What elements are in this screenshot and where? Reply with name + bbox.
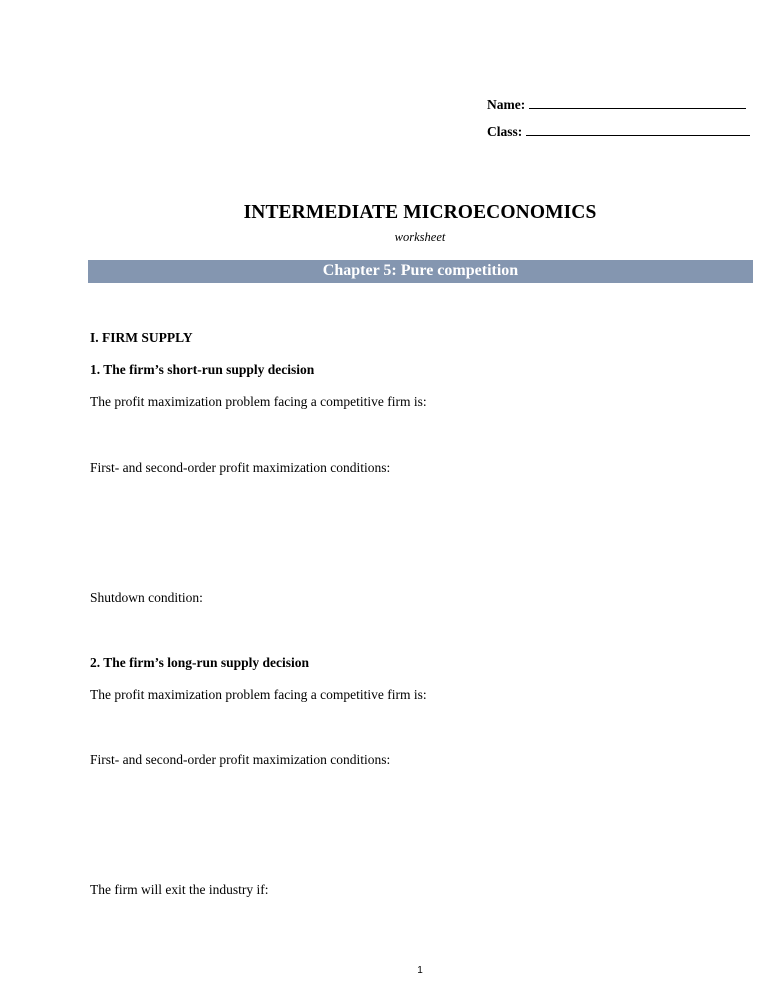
prompt-text: The firm will exit the industry if: [90, 882, 269, 897]
section-heading: I. FIRM SUPPLY [90, 330, 193, 345]
class-field-row [487, 123, 750, 140]
name-field-row [487, 96, 746, 113]
subsection-heading: 2. The firm’s long-run supply decision [90, 655, 310, 670]
document-subtitle: worksheet [394, 230, 446, 244]
document-title: INTERMEDIATE MICROECONOMICS [243, 202, 597, 223]
chapter-title: Chapter 5: Pure competition [322, 262, 519, 279]
chapter-banner [88, 260, 753, 283]
prompt-text: First- and second-order profit maximization conditions: [90, 460, 391, 475]
prompt-text: The profit maximization problem facing a competitive firm is: [90, 394, 427, 409]
prompt-text: First- and second-order profit maximization conditions: [90, 752, 391, 767]
page-number: 1 [417, 965, 423, 976]
prompt-text: Shutdown condition: [90, 590, 203, 605]
name-input-line[interactable] [529, 96, 746, 109]
prompt-text: The profit maximization problem facing a competitive firm is: [90, 687, 427, 702]
class-label: Class: [487, 124, 523, 139]
class-input-line[interactable] [526, 123, 750, 136]
subsection-heading: 1. The firm’s short-run supply decision [90, 362, 315, 377]
name-label: Name: [487, 97, 526, 112]
